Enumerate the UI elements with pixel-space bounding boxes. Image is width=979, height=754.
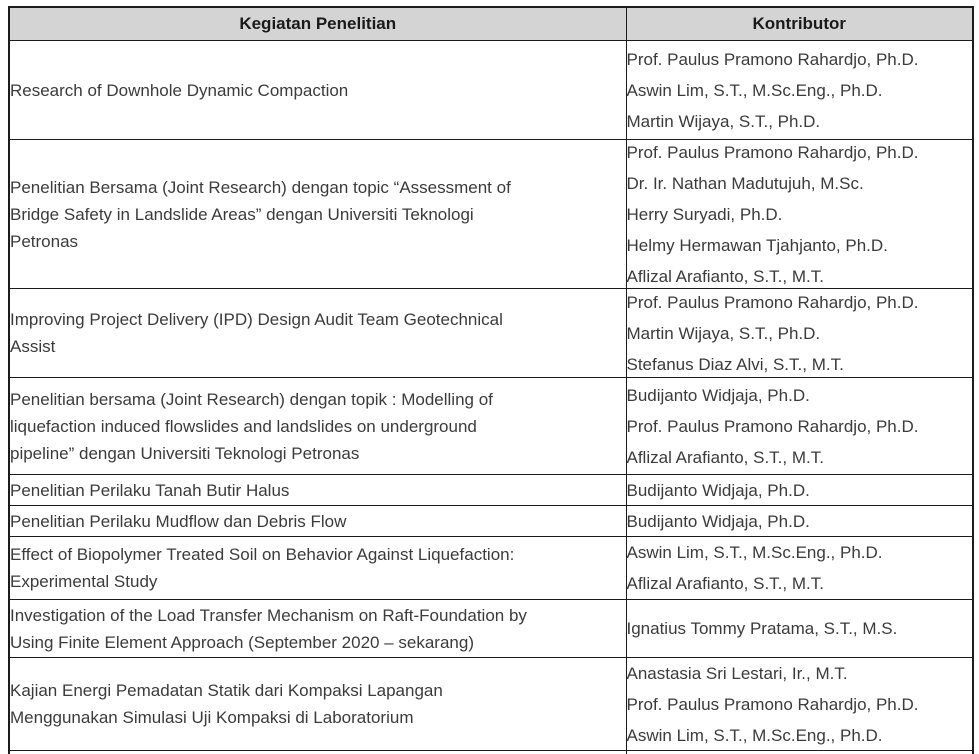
- table-row: [9, 41, 973, 140]
- activity-text: Kajian Energi Pemadatan Statik dari Kompaksi Lapangan Menggunakan Simulasi Uji Kompaksi di Laboratorium: [10, 681, 443, 727]
- contributor-name: Aswin Lim, S.T., M.Sc.Eng., Ph.D.: [626, 725, 883, 745]
- contributor-cell: [626, 658, 973, 751]
- contributor-name: Aflizal Arafianto, S.T., M.T.: [626, 447, 824, 467]
- activity-text: Effect of Biopolymer Treated Soil on Behavior Against Liquefaction: Experimental Study: [10, 545, 515, 591]
- contributor-name: Prof. Paulus Pramono Rahardjo, Ph.D.: [626, 142, 919, 162]
- table-row: [9, 537, 973, 600]
- activity-text: Penelitian bersama (Joint Research) dengan topik : Modelling of liquefaction induced flowslides and landslides on underground pipeline” dengan Universiti Teknologi Petronas: [10, 389, 493, 463]
- activity-cell: [9, 600, 626, 658]
- column-header-contributor: Kontributor: [626, 7, 973, 41]
- contributor-name: Aflizal Arafianto, S.T., M.T.: [626, 574, 824, 593]
- activity-text: Research of Downhole Dynamic Compaction: [10, 80, 349, 100]
- contributor-name: Prof. Paulus Pramono Rahardjo, Ph.D.: [626, 694, 919, 714]
- activity-cell: [9, 537, 626, 600]
- contributor-name: Herry Suryadi, Ph.D.: [626, 204, 783, 224]
- contributor-name: Aflizal Arafianto, S.T., M.T.: [626, 266, 824, 286]
- activity-cell: [9, 378, 626, 475]
- activity-text: Improving Project Delivery (IPD) Design Audit Team Geotechnical Assist: [10, 310, 503, 356]
- activity-cell: [9, 658, 626, 751]
- contributor-cell: [626, 537, 973, 600]
- contributor-name: Budijanto Widjaja, Ph.D.: [626, 385, 810, 405]
- contributor-name: Dr. Ir. Nathan Madutujuh, M.Sc.: [626, 173, 864, 193]
- contributor-name: Prof. Paulus Pramono Rahardjo, Ph.D.: [626, 416, 919, 436]
- contributor-name: Martin Wijaya, S.T., Ph.D.: [626, 323, 821, 343]
- table-row: [9, 658, 973, 751]
- activity-cell: [9, 475, 626, 506]
- contributor-name: Prof. Paulus Pramono Rahardjo, Ph.D.: [626, 49, 919, 69]
- table-row: [9, 600, 973, 658]
- contributor-cell: [626, 378, 973, 475]
- contributor-name: Budijanto Widjaja, Ph.D.: [626, 480, 810, 500]
- contributor-cell: [626, 41, 973, 140]
- table-row: [9, 506, 973, 537]
- activity-cell: [9, 751, 626, 754]
- activity-text: Penelitian Bersama (Joint Research) dengan topic “Assessment of Bridge Safety in Landslide Areas” dengan Universiti Teknologi Petronas: [10, 177, 511, 251]
- table-row: [9, 475, 973, 506]
- table-row-partial: [9, 751, 973, 754]
- contributor-name: Stefanus Diaz Alvi, S.T., M.T.: [626, 354, 844, 374]
- table-row: [9, 378, 973, 475]
- contributor-cell: [626, 600, 973, 658]
- contributor-name: Martin Wijaya, S.T., Ph.D.: [626, 111, 821, 131]
- table-row: [9, 140, 973, 289]
- activity-cell: [9, 41, 626, 140]
- contributor-cell: [626, 140, 973, 289]
- contributor-name: Budijanto Widjaja, Ph.D.: [626, 511, 810, 531]
- activity-text: Penelitian Perilaku Tanah Butir Halus: [10, 480, 290, 500]
- activity-cell: [9, 140, 626, 289]
- activity-cell: [9, 506, 626, 537]
- contributor-name: Ignatius Tommy Pratama, S.T., M.S.: [626, 619, 898, 638]
- activity-text: Penelitian Perilaku Mudflow dan Debris Flow: [10, 511, 347, 531]
- column-header-activity: Kegiatan Penelitian: [9, 7, 626, 41]
- contributor-name: Prof. Paulus Pramono Rahardjo, Ph.D.: [626, 292, 919, 312]
- table-row: [9, 289, 973, 378]
- contributor-name: Anastasia Sri Lestari, Ir., M.T.: [626, 663, 848, 683]
- contributor-name: Aswin Lim, S.T., M.Sc.Eng., Ph.D.: [626, 80, 883, 100]
- contributor-cell: [626, 475, 973, 506]
- contributor-name: Helmy Hermawan Tjahjanto, Ph.D.: [626, 235, 888, 255]
- contributor-cell: [626, 751, 973, 754]
- table-header-row: [9, 7, 973, 41]
- activity-cell: [9, 289, 626, 378]
- activity-text: Investigation of the Load Transfer Mechanism on Raft-Foundation by Using Finite Element Approach (September 2020 – sekarang): [10, 605, 527, 652]
- contributor-name: Aswin Lim, S.T., M.Sc.Eng., Ph.D.: [626, 543, 883, 562]
- contributor-cell: [626, 289, 973, 378]
- research-contributors-table: [8, 6, 974, 754]
- contributor-cell: [626, 506, 973, 537]
